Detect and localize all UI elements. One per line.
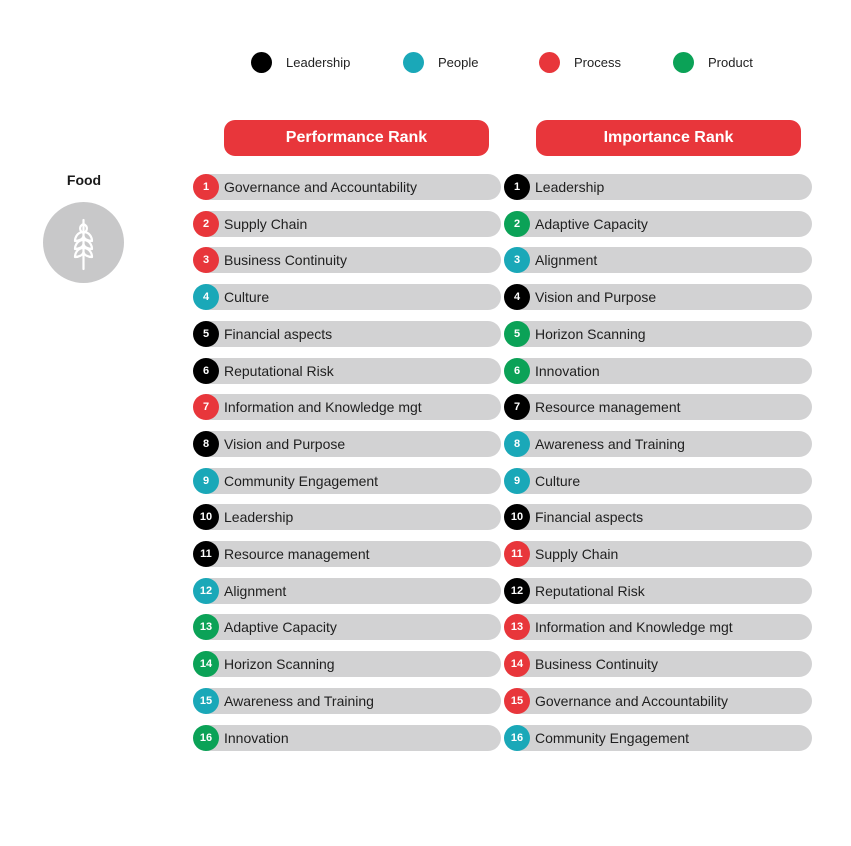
rank-badge: 2 <box>193 211 219 237</box>
legend-label: Process <box>574 55 621 70</box>
legend-item-process <box>539 52 621 73</box>
legend-item-people <box>403 52 478 73</box>
legend-dot-product <box>673 52 694 73</box>
performance-rank-header: Performance Rank <box>224 120 489 156</box>
rank-badge: 16 <box>504 725 530 751</box>
rank-row <box>193 651 501 677</box>
rank-badge: 13 <box>193 614 219 640</box>
rank-row <box>504 688 812 714</box>
rank-label: Leadership <box>535 179 605 195</box>
rank-row <box>504 174 812 200</box>
rank-badge: 15 <box>504 688 530 714</box>
rank-row <box>193 247 501 273</box>
rank-label: Community Engagement <box>535 730 690 746</box>
rank-label: Innovation <box>224 730 289 746</box>
rank-label: Awareness and Training <box>535 436 685 452</box>
rank-label: Governance and Accountability <box>535 693 729 709</box>
rank-badge: 8 <box>504 431 530 457</box>
rank-row <box>193 394 501 420</box>
legend-item-leadership <box>251 52 350 73</box>
rank-label: Culture <box>224 289 270 305</box>
rank-label: Alignment <box>224 583 287 599</box>
sector-badge <box>43 202 124 283</box>
rank-label: Adaptive Capacity <box>224 619 337 635</box>
rank-label: Supply Chain <box>535 546 619 562</box>
rank-label: Leadership <box>224 509 294 525</box>
rank-badge: 8 <box>193 431 219 457</box>
rank-row <box>504 358 812 384</box>
rank-badge: 11 <box>504 541 530 567</box>
rank-row <box>193 284 501 310</box>
rank-badge: 7 <box>504 394 530 420</box>
rank-badge: 9 <box>193 468 219 494</box>
rank-row <box>504 394 812 420</box>
rank-label: Information and Knowledge mgt <box>224 399 422 415</box>
rank-badge: 7 <box>193 394 219 420</box>
rank-badge: 14 <box>193 651 219 677</box>
wheat-icon <box>43 202 124 283</box>
rank-badge: 6 <box>504 358 530 384</box>
rank-badge: 10 <box>504 504 530 530</box>
legend-dot-leadership <box>251 52 272 73</box>
rank-label: Resource management <box>535 399 681 415</box>
rank-label: Governance and Accountability <box>224 179 418 195</box>
rank-label: Horizon Scanning <box>224 656 335 672</box>
rank-badge: 4 <box>193 284 219 310</box>
rank-row <box>193 614 501 640</box>
rank-row <box>504 651 812 677</box>
rank-row <box>193 468 501 494</box>
rank-badge: 11 <box>193 541 219 567</box>
rank-row <box>193 688 501 714</box>
rank-row <box>193 321 501 347</box>
rank-label: Business Continuity <box>224 252 347 268</box>
rank-row <box>504 431 812 457</box>
legend-item-product <box>673 52 753 73</box>
rank-row <box>504 504 812 530</box>
rank-badge: 10 <box>193 504 219 530</box>
rank-row <box>193 725 501 751</box>
rank-row <box>504 614 812 640</box>
rank-row <box>504 578 812 604</box>
rank-row <box>504 211 812 237</box>
rank-label: Information and Knowledge mgt <box>535 619 733 635</box>
rank-label: Horizon Scanning <box>535 326 646 342</box>
rank-row <box>193 211 501 237</box>
rank-badge: 12 <box>193 578 219 604</box>
rank-badge: 14 <box>504 651 530 677</box>
legend-dot-process <box>539 52 560 73</box>
legend-label: Product <box>708 55 753 70</box>
rank-row <box>193 541 501 567</box>
rank-badge: 16 <box>193 725 219 751</box>
rank-badge: 3 <box>504 247 530 273</box>
legend-label: Leadership <box>286 55 351 70</box>
rank-badge: 6 <box>193 358 219 384</box>
rank-row <box>504 725 812 751</box>
rank-label: Awareness and Training <box>224 693 374 709</box>
rank-badge: 5 <box>504 321 530 347</box>
rank-row <box>504 284 812 310</box>
rank-row <box>193 504 501 530</box>
rank-badge: 4 <box>504 284 530 310</box>
rank-badge: 5 <box>193 321 219 347</box>
rank-row <box>193 174 501 200</box>
rank-row <box>504 541 812 567</box>
rank-badge: 3 <box>193 247 219 273</box>
legend-dot-people <box>403 52 424 73</box>
rank-badge: 12 <box>504 578 530 604</box>
rank-label: Vision and Purpose <box>535 289 657 305</box>
rank-label: Vision and Purpose <box>224 436 346 452</box>
rank-badge: 1 <box>504 174 530 200</box>
rank-label: Reputational Risk <box>224 363 334 379</box>
rank-label: Business Continuity <box>535 656 658 672</box>
rank-label: Community Engagement <box>224 473 379 489</box>
rank-label: Financial aspects <box>224 326 333 342</box>
rank-label: Reputational Risk <box>535 583 645 599</box>
rank-label: Innovation <box>535 363 600 379</box>
rank-row <box>193 578 501 604</box>
rank-badge: 9 <box>504 468 530 494</box>
rank-badge: 13 <box>504 614 530 640</box>
legend-label: People <box>438 55 479 70</box>
legend <box>0 52 851 76</box>
rank-row <box>504 321 812 347</box>
rank-label: Financial aspects <box>535 509 644 525</box>
rank-badge: 1 <box>193 174 219 200</box>
sector-name: Food <box>66 172 102 188</box>
rank-label: Resource management <box>224 546 370 562</box>
rank-badge: 15 <box>193 688 219 714</box>
importance-rank-header: Importance Rank <box>536 120 801 156</box>
rank-row <box>193 358 501 384</box>
rank-badge: 2 <box>504 211 530 237</box>
rank-row <box>193 431 501 457</box>
rank-label: Culture <box>535 473 581 489</box>
rank-label: Adaptive Capacity <box>535 216 648 232</box>
rank-row <box>504 247 812 273</box>
rank-label: Alignment <box>535 252 598 268</box>
rank-row <box>504 468 812 494</box>
rank-label: Supply Chain <box>224 216 308 232</box>
